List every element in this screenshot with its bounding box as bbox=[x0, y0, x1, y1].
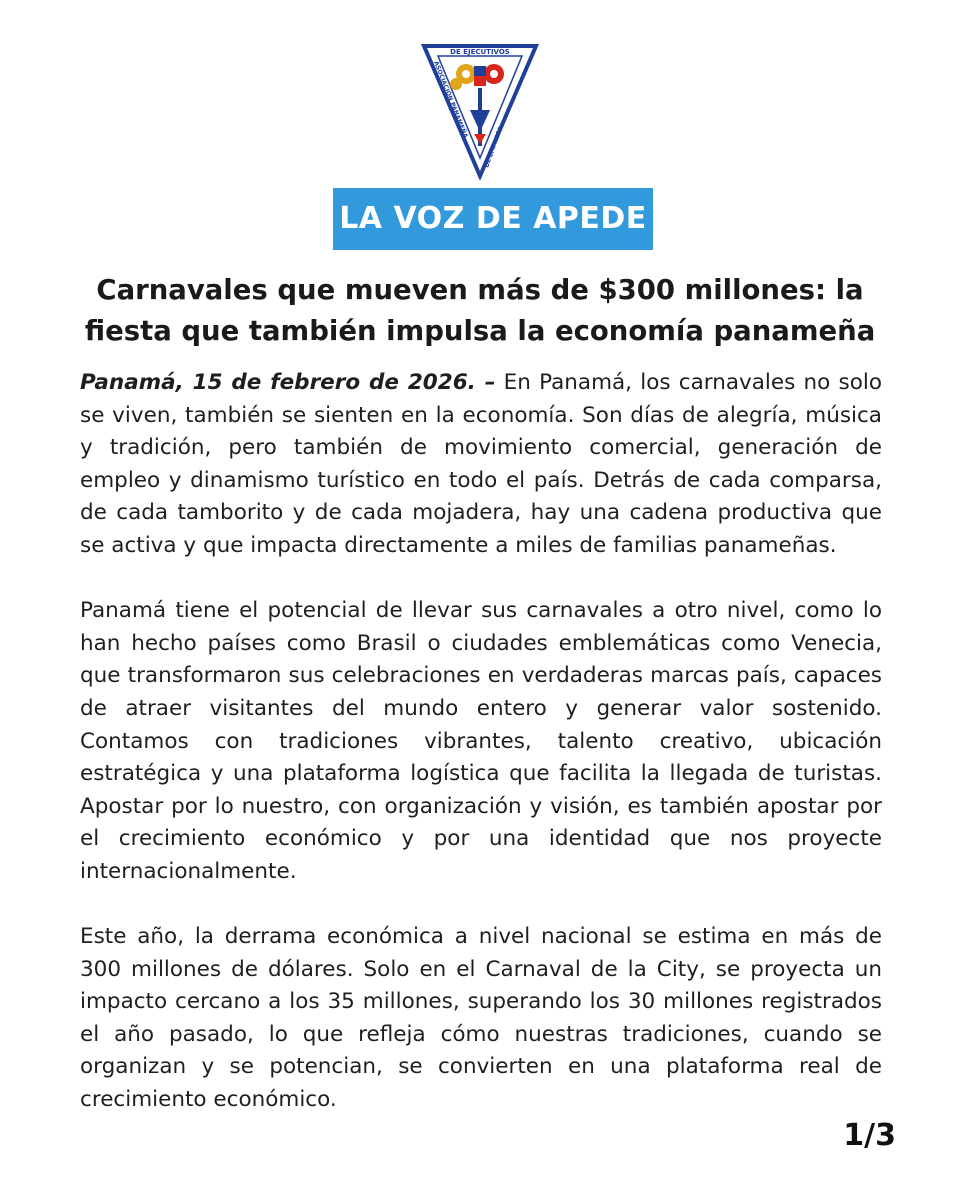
apede-shield-icon bbox=[418, 40, 542, 180]
paragraph-2: Panamá tiene el potencial de llevar sus carnavales a otro nivel, como lo han hecho países como Brasil o ciudades emblemáticas como Venecia, que transformaron sus celebraciones en verdaderas marcas país, capaces de atraer visitantes del mundo entero y generar valor sostenido. Contamos con tradiciones vibrantes, talento creativo, ubicación estratégica y una plataforma logística que facilita la llegada de turistas. Apostar por lo nuestro, con organización y visión, es también apostar por el crecimiento económico y por una identidad que nos proyecte internacionalmente. bbox=[80, 598, 882, 884]
logo-text-top: DE EJECUTIVOS bbox=[450, 48, 510, 56]
headline-line-2: fiesta que también impulsa la economía panameña bbox=[84, 315, 876, 347]
page-indicator: 1/3 bbox=[843, 1118, 896, 1153]
headline-line-1: Carnavales que mueven más de $300 millones: la bbox=[96, 274, 864, 306]
paragraph-1-text: En Panamá, los carnavales no solo se viven, también se sienten en la economía. Son días de alegría, música y tradición, pero también de movimiento comercial, generación de empleo y dinamismo turístico en todo el país. Detrás de cada comparsa, de cada tamborito y de cada mojadera, hay una cadena productiva que se activa y que impacta directamente a miles de familias panameñas. bbox=[80, 370, 883, 558]
article-headline bbox=[60, 270, 900, 352]
la-voz-de-apede-banner: LA VOZ DE APEDE bbox=[333, 188, 653, 250]
article-body bbox=[80, 367, 882, 1149]
apede-logo bbox=[418, 40, 542, 180]
red-gear-icon bbox=[484, 64, 504, 84]
logo-text-right: DE EMPRESA bbox=[483, 125, 505, 169]
dateline: Panamá, 15 de febrero de 2026. – bbox=[80, 370, 496, 395]
paragraph-1 bbox=[80, 367, 882, 563]
logo-text-left: ASOCIACIÓN PANAMEÑA bbox=[432, 60, 469, 140]
paragraph-3: Este año, la derrama económica a nivel nacional se estima en más de 300 millones de dólares. Solo en el Carnaval de la City, se proyecta un impacto cercano a los 35 millones, superando los 30 millones registrados el año pasado, lo que refleja cómo nuestras tradiciones, cuando se organizan y se potencian, se convierten en una plataforma real de crecimiento económico. bbox=[80, 924, 882, 1113]
